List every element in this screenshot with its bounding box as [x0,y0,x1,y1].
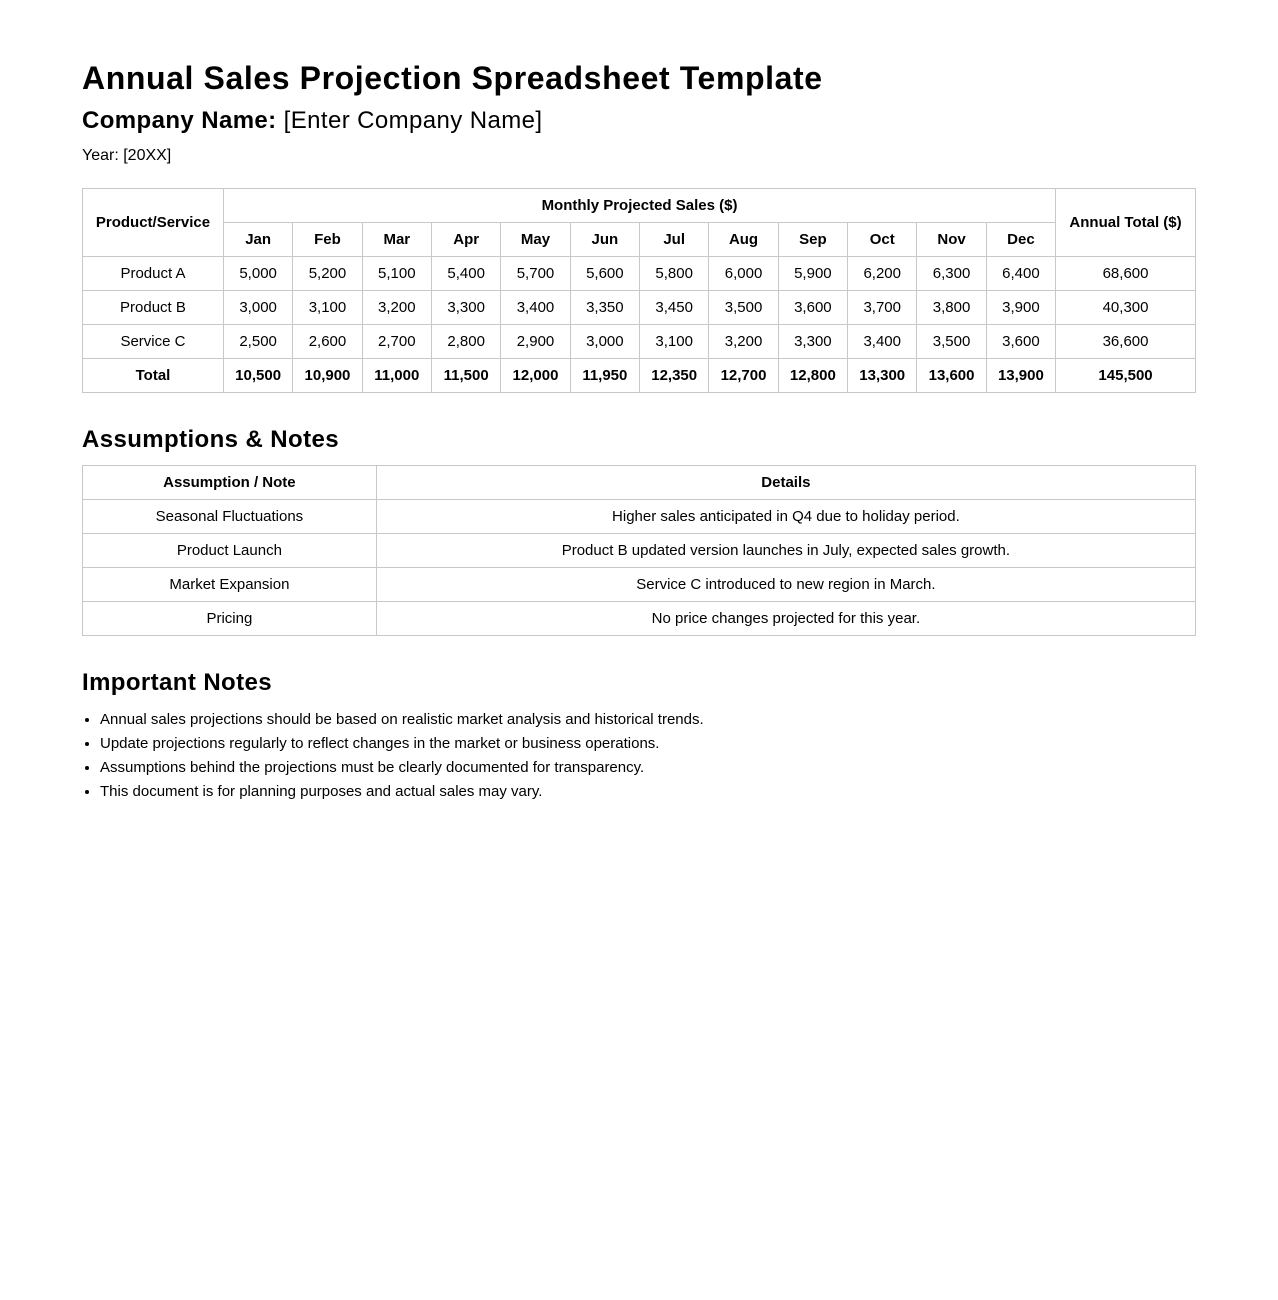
monthly-value-cell: 2,900 [501,325,570,359]
important-notes-list [82,708,1196,804]
row-label: Product A [83,257,224,291]
month-header-oct: Oct [848,223,917,257]
annual-total-cell: 36,600 [1056,325,1196,359]
monthly-value-cell: 5,600 [570,257,639,291]
assumptions-table [82,465,1196,636]
monthly-value-cell: 6,400 [986,257,1055,291]
table-row [83,257,1196,291]
monthly-value-cell: 12,350 [640,359,709,393]
sales-table [82,188,1196,393]
monthly-value-cell: 2,500 [223,325,292,359]
row-label: Product B [83,291,224,325]
monthly-value-cell: 3,100 [293,291,362,325]
monthly-sales-header: Monthly Projected Sales ($) [223,189,1055,223]
monthly-value-cell: 12,700 [709,359,778,393]
details-header: Details [376,466,1195,500]
month-header-jan: Jan [223,223,292,257]
monthly-value-cell: 2,600 [293,325,362,359]
monthly-value-cell: 3,500 [917,325,986,359]
monthly-value-cell: 3,500 [709,291,778,325]
details-cell: Higher sales anticipated in Q4 due to holiday period. [376,500,1195,534]
monthly-value-cell: 6,200 [848,257,917,291]
month-header-dec: Dec [986,223,1055,257]
row-label: Service C [83,325,224,359]
list-item: • Assumptions behind the projections must be clearly documented for transparency. [100,756,1196,780]
monthly-value-cell: 6,000 [709,257,778,291]
annual-total-cell: 40,300 [1056,291,1196,325]
monthly-value-cell: 10,900 [293,359,362,393]
monthly-value-cell: 3,000 [223,291,292,325]
table-row [83,500,1196,534]
assumption-cell: Pricing [83,602,377,636]
company-line [82,106,1196,136]
monthly-value-cell: 13,900 [986,359,1055,393]
monthly-value-cell: 3,350 [570,291,639,325]
monthly-value-cell: 3,450 [640,291,709,325]
total-row [83,359,1196,393]
page-title: Annual Sales Projection Spreadsheet Template [82,60,823,96]
monthly-value-cell: 3,300 [778,325,847,359]
row-label: Total [83,359,224,393]
monthly-value-cell: 11,500 [431,359,500,393]
monthly-value-cell: 6,300 [917,257,986,291]
assumptions-table-body [83,500,1196,636]
company-value: [Enter Company Name] [283,107,543,134]
monthly-value-cell: 5,800 [640,257,709,291]
monthly-value-cell: 3,600 [778,291,847,325]
monthly-value-cell: 13,600 [917,359,986,393]
monthly-value-cell: 3,400 [501,291,570,325]
table-row [83,325,1196,359]
month-header-may: May [501,223,570,257]
monthly-value-cell: 5,000 [223,257,292,291]
details-cell: No price changes projected for this year. [376,602,1195,636]
month-header-feb: Feb [293,223,362,257]
assumptions-title: Assumptions & Notes [82,426,339,453]
monthly-value-cell: 5,900 [778,257,847,291]
month-header-nov: Nov [917,223,986,257]
monthly-value-cell: 10,500 [223,359,292,393]
monthly-value-cell: 3,700 [848,291,917,325]
year-line: Year: [20XX] [82,147,172,164]
monthly-value-cell: 11,950 [570,359,639,393]
monthly-value-cell: 3,200 [362,291,431,325]
assumption-cell: Product Launch [83,534,377,568]
monthly-value-cell: 11,000 [362,359,431,393]
month-header-jul: Jul [640,223,709,257]
table-row [83,534,1196,568]
monthly-value-cell: 5,200 [293,257,362,291]
details-cell: Service C introduced to new region in March. [376,568,1195,602]
monthly-value-cell: 13,300 [848,359,917,393]
table-row [83,602,1196,636]
month-header-aug: Aug [709,223,778,257]
monthly-value-cell: 3,000 [570,325,639,359]
table-row [83,291,1196,325]
monthly-value-cell: 12,800 [778,359,847,393]
annual-total-header: Annual Total ($) [1056,189,1196,257]
list-item: • This document is for planning purposes and actual sales may vary. [100,780,1196,804]
monthly-value-cell: 3,600 [986,325,1055,359]
monthly-value-cell: 2,700 [362,325,431,359]
month-header-jun: Jun [570,223,639,257]
month-header-mar: Mar [362,223,431,257]
monthly-value-cell: 5,700 [501,257,570,291]
monthly-value-cell: 3,400 [848,325,917,359]
assumption-header: Assumption / Note [83,466,377,500]
details-cell: Product B updated version launches in July, expected sales growth. [376,534,1195,568]
important-notes-title: Important Notes [82,669,273,696]
assumption-cell: Market Expansion [83,568,377,602]
monthly-value-cell: 5,100 [362,257,431,291]
monthly-value-cell: 3,100 [640,325,709,359]
monthly-value-cell: 3,800 [917,291,986,325]
monthly-value-cell: 5,400 [431,257,500,291]
monthly-value-cell: 3,900 [986,291,1055,325]
month-header-sep: Sep [778,223,847,257]
annual-total-cell: 68,600 [1056,257,1196,291]
annual-total-cell: 145,500 [1056,359,1196,393]
monthly-value-cell: 3,300 [431,291,500,325]
sales-table-body [83,257,1196,393]
monthly-value-cell: 2,800 [431,325,500,359]
monthly-value-cell: 12,000 [501,359,570,393]
month-header-row [83,223,1196,257]
list-item: • Update projections regularly to reflect changes in the market or business operations. [100,732,1196,756]
list-item: • Annual sales projections should be based on realistic market analysis and historical trends. [100,708,1196,732]
table-row [83,568,1196,602]
month-header-apr: Apr [431,223,500,257]
company-label: Company Name: [82,107,277,134]
monthly-value-cell: 3,200 [709,325,778,359]
assumption-cell: Seasonal Fluctuations [83,500,377,534]
product-service-header: Product/Service [83,189,224,257]
